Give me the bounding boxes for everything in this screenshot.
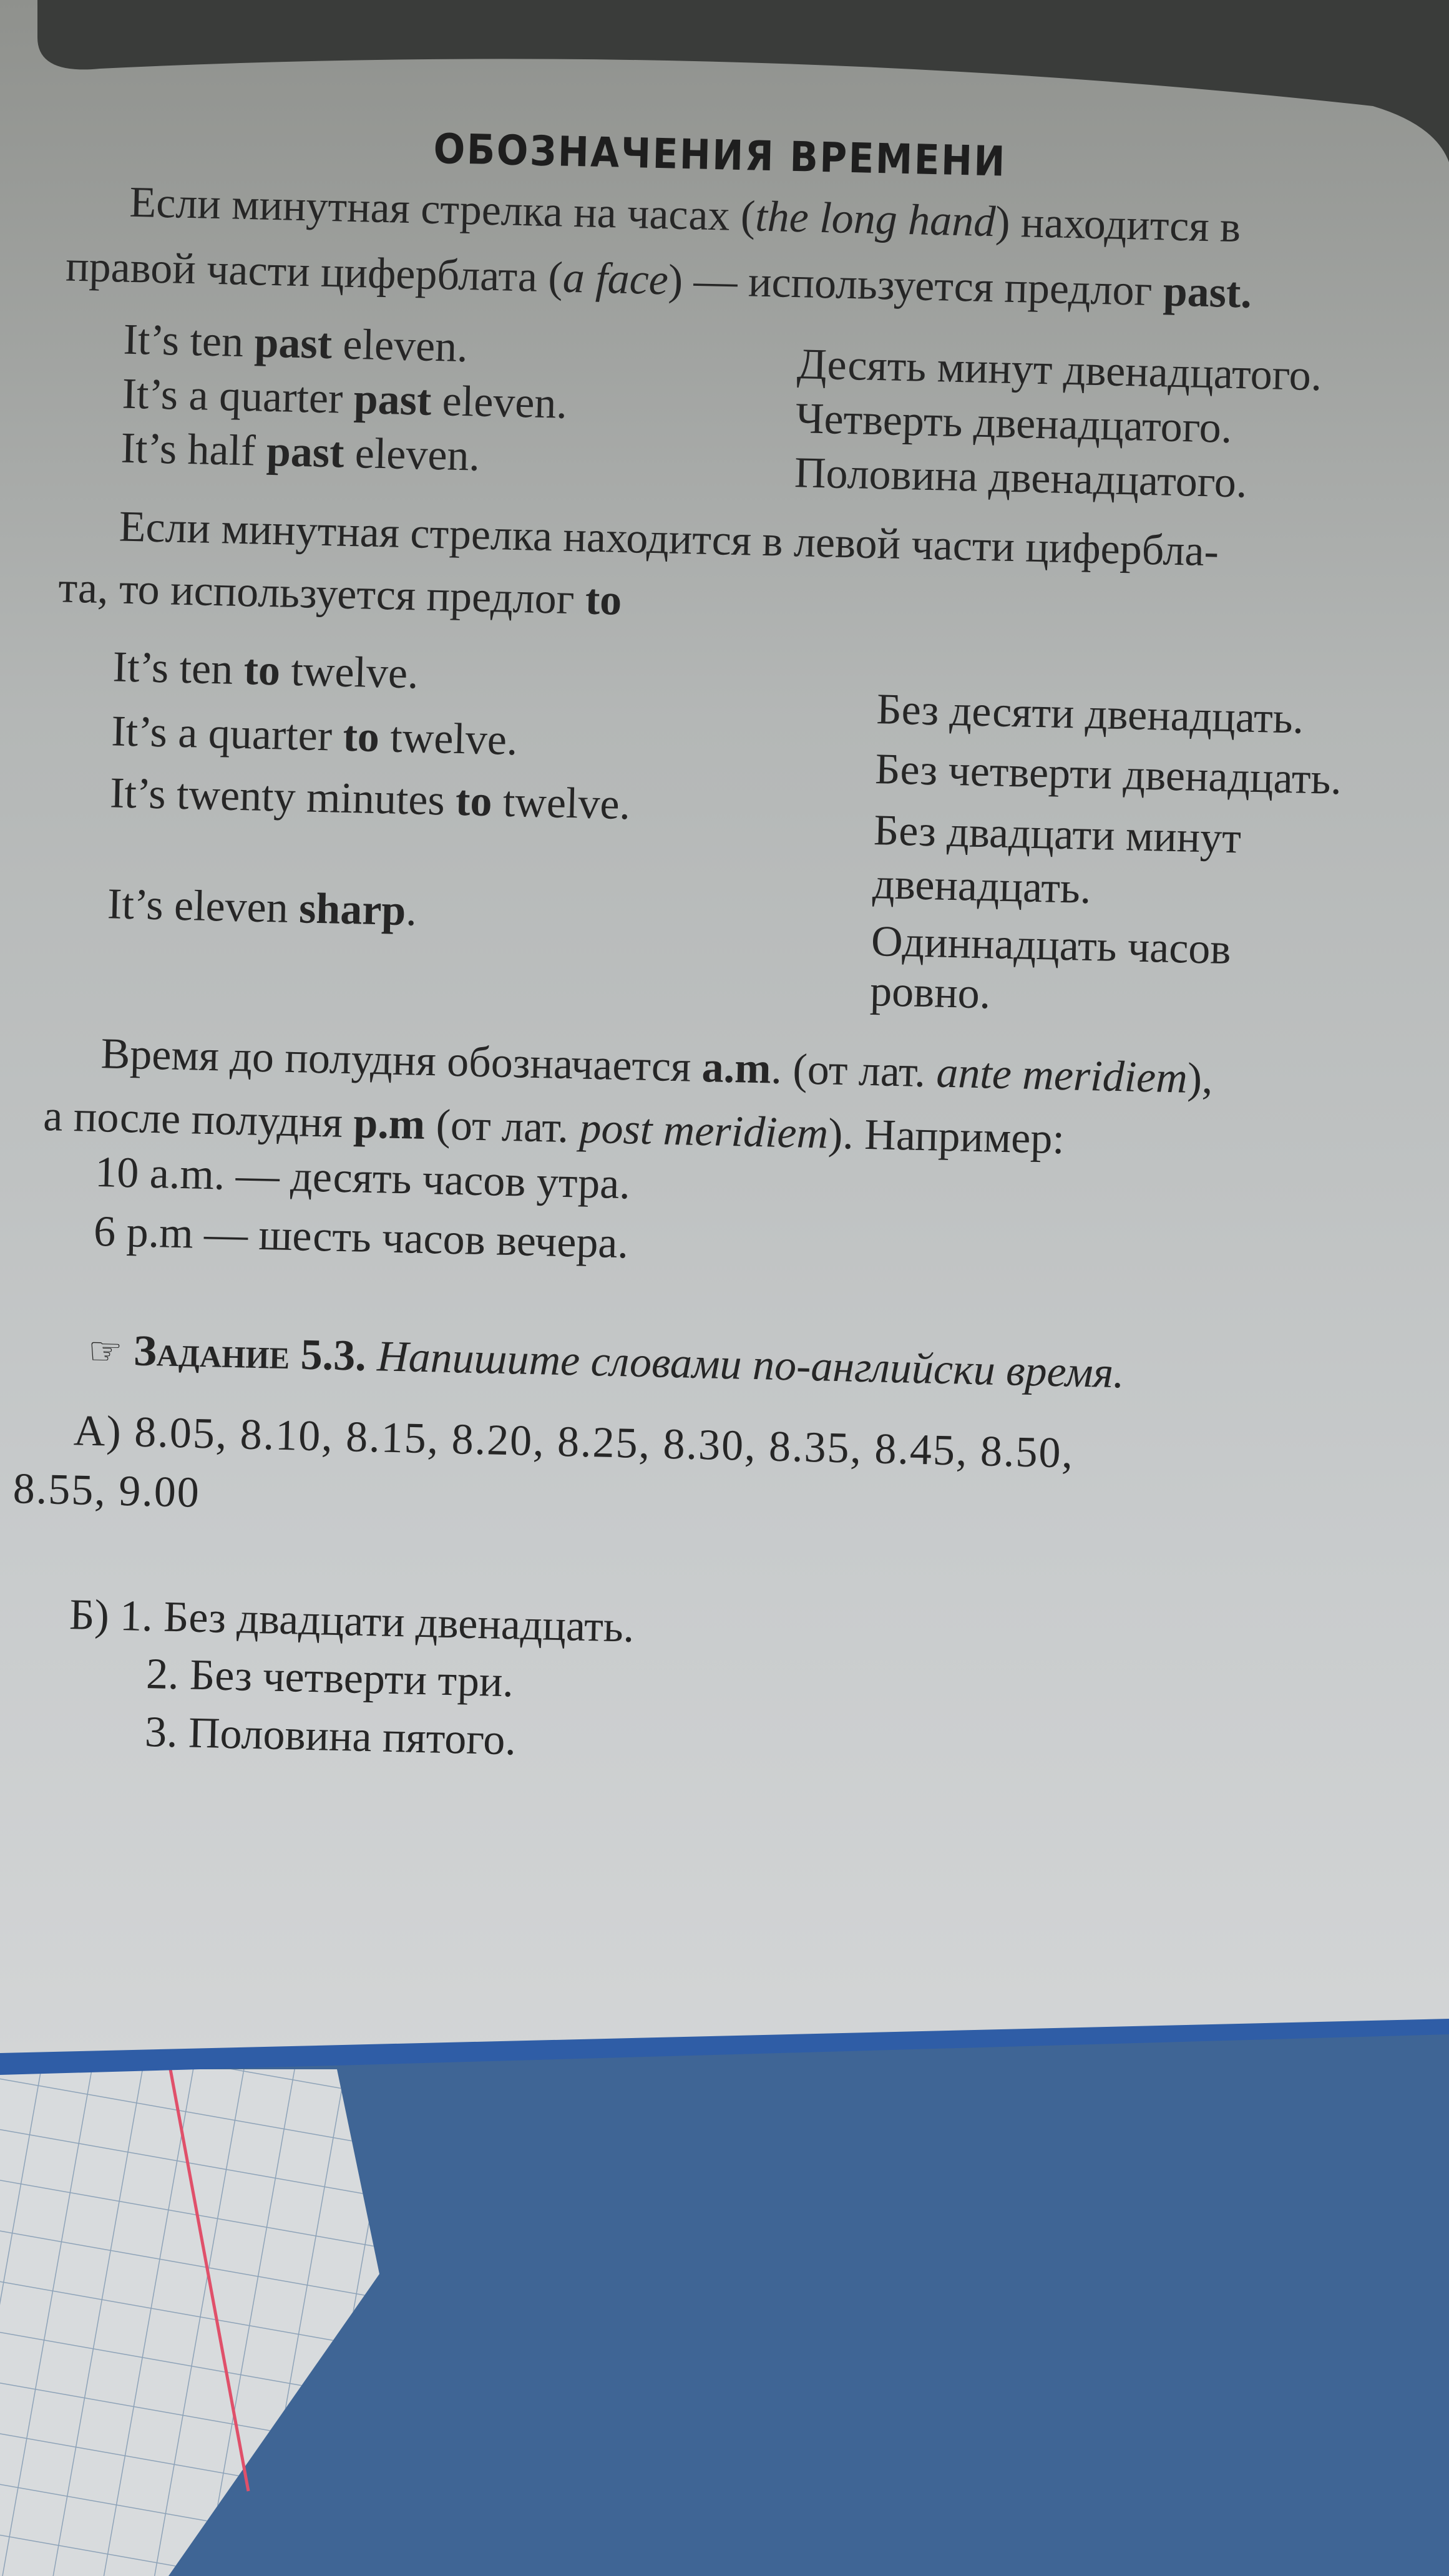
- example-past-ru: Четверть двенадцатого.: [795, 394, 1233, 452]
- example-past-en: It’s ten past eleven.: [122, 315, 469, 372]
- ampm-line2: а после полудня p.m (от лат. post meridiem). Например:: [42, 1092, 1065, 1164]
- task-heading: ☞ Задание 5.3. Напишите словами по-английски время.: [87, 1327, 1125, 1398]
- task-part-b-item: 2. Без четверти три.: [145, 1650, 514, 1707]
- paragraph-to-line1: Если минутная стрелка находится в левой части цифербла-: [119, 502, 1219, 576]
- paragraph-to-line2: та, то используется предлог to: [57, 564, 623, 625]
- example-to-ru: Одиннадцать часов: [871, 917, 1232, 974]
- example-to-en: It’s ten to twelve.: [112, 643, 419, 698]
- paragraph-past-line2: правой части циферблата (a face) — используется предлог past.: [65, 242, 1252, 318]
- example-past-en: It’s a quarter past eleven.: [121, 369, 568, 428]
- example-to-en: It’s a quarter to twelve.: [110, 707, 519, 765]
- ampm-example: 10 a.m. — десять часов утра.: [94, 1148, 631, 1209]
- paragraph-past-line1: Если минутная стрелка на часах (the long hand) находится в: [129, 178, 1241, 252]
- example-to-ru: Без четверти двенадцать.: [874, 745, 1342, 804]
- task-part-b-item: 3. Половина пятого.: [144, 1707, 517, 1765]
- task-part-b-item: Б) 1. Без двадцати двенадцать.: [69, 1591, 635, 1652]
- task-part-a-line1: А) 8.05, 8.10, 8.15, 8.20, 8.25, 8.30, 8.35, 8.45, 8.50,: [73, 1407, 1075, 1478]
- task-part-a-line2: 8.55, 9.00: [12, 1465, 201, 1517]
- example-past-ru: Половина двенадцатого.: [794, 449, 1248, 507]
- example-to-ru: двенадцать.: [872, 860, 1092, 914]
- page-title: ОБОЗНАЧЕНИЯ ВРЕМЕНИ: [432, 124, 1007, 186]
- example-to-ru: ровно.: [869, 967, 992, 1018]
- example-to-ru: Без десяти двенадцать.: [876, 685, 1305, 743]
- example-to-en: It’s twenty minutes to twelve.: [109, 769, 631, 829]
- example-to-en: It’s eleven sharp.: [107, 880, 417, 935]
- example-past-en: It’s half past eleven.: [120, 424, 481, 481]
- pointing-hand-icon: ☞: [87, 1327, 124, 1375]
- example-past-ru: Десять минут двенадцатого.: [796, 340, 1323, 401]
- example-to-ru: Без двадцати минут: [873, 806, 1242, 863]
- ampm-line1: Время до полудня обозначается a.m. (от лат. ante meridiem),: [100, 1030, 1214, 1103]
- ampm-example: 6 p.m — шесть часов вечера.: [93, 1207, 629, 1268]
